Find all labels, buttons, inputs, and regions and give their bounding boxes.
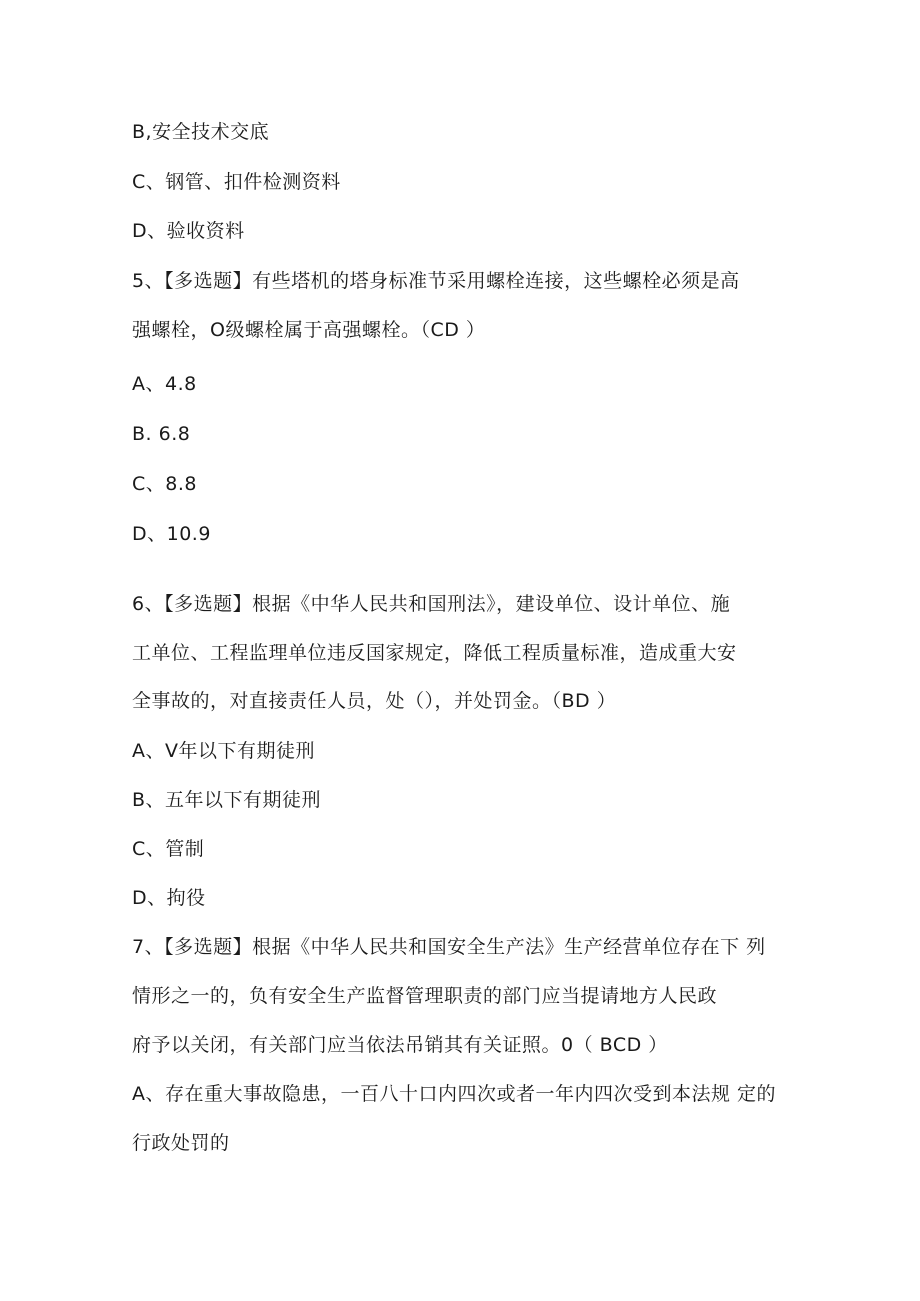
question-6-line-1: 6、【多选题】根据《中华人民共和国刑法》，建设单位、设计单位、施 — [132, 593, 731, 615]
option-c-q4: C、钢管、扣件检测资料 — [132, 171, 341, 193]
question-6-line-3: 全事故的，对直接责任人员，处（），并处罚金。（BD ） — [132, 690, 617, 712]
option-d-q5: D、10.9 — [132, 523, 211, 545]
option-c-q6: C、管制 — [132, 838, 205, 860]
question-7-line-3: 府予以关闭，有关部门应当依法吊销其有关证照。0（ BCD ） — [132, 1034, 668, 1056]
option-a-q5: A、4.8 — [132, 373, 197, 395]
question-7-line-2: 情形之一的，负有安全生产监督管理职责的部门应当提请地方人民政 — [132, 985, 718, 1007]
question-5-line-2: 强螺栓，O级螺栓属于高强螺栓。（CD ） — [132, 319, 486, 341]
option-b-q4: B,安全技术交底 — [132, 121, 270, 143]
question-6-line-2: 工单位、工程监理单位违反国家规定，降低工程质量标准，造成重大安 — [132, 642, 737, 664]
option-a-q7-line-1: A、存在重大事故隐患，一百八十口内四次或者一年内四次受到本法规 定的 — [132, 1083, 777, 1105]
option-c-q5: C、8.8 — [132, 473, 197, 495]
option-d-q4: D、验收资料 — [132, 220, 245, 242]
option-d-q6: D、拘役 — [132, 887, 206, 909]
option-b-q5: B. 6.8 — [132, 423, 191, 445]
question-5-line-1: 5、【多选题】有些塔机的塔身标准节采用螺栓连接，这些螺栓必须是高 — [132, 270, 740, 292]
option-b-q6: B、五年以下有期徒刑 — [132, 789, 322, 811]
option-a-q6: A、V年以下有期徒刑 — [132, 740, 315, 762]
question-7-line-1: 7、【多选题】根据《中华人民共和国安全生产法》生产经营单位存在下 列 — [132, 936, 766, 958]
option-a-q7-line-2: 行政处罚的 — [132, 1132, 230, 1154]
